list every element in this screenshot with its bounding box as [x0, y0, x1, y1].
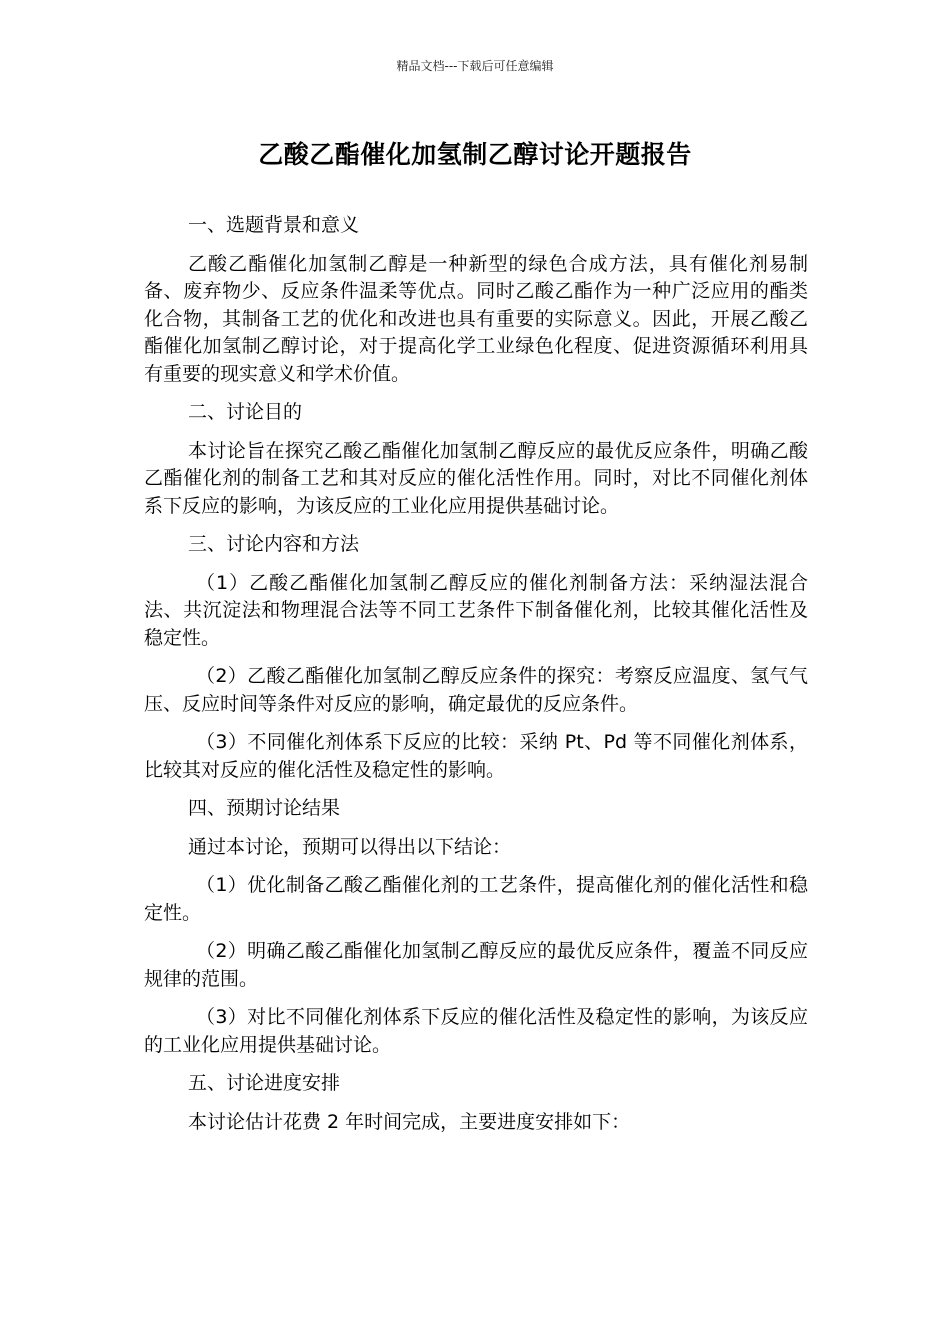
page-header-note: 精品文档---下载后可任意编辑	[396, 59, 554, 73]
list-item-result-1: （1）优化制备乙酸乙酯催化剂的工艺条件，提高催化剂的催化活性和稳定性。	[144, 874, 808, 924]
section-heading-background: 一、选题背景和意义	[188, 214, 360, 236]
document-title: 乙酸乙酯催化加氢制乙醇讨论开题报告	[258, 140, 692, 169]
section-heading-purpose: 二、讨论目的	[188, 401, 303, 423]
paragraph-background: 乙酸乙酯催化加氢制乙醇是一种新型的绿色合成方法，具有催化剂易制备、废弃物少、反应条件温柔等优点。同时乙酸乙酯作为一种广泛应用的酯类化合物，其制备工艺的优化和改进也具有重要的实际意义。因此，开展乙酸乙酯催化加氢制乙醇讨论，对于提高化学工业绿色化程度、促进资源循环利用具有重要的现实意义和学术价值。	[144, 252, 808, 385]
section-heading-expected-results: 四、预期讨论结果	[188, 797, 341, 819]
document-body	[144, 212, 808, 1147]
paragraph-schedule: 本讨论估计花费 2 年时间完成，主要进度安排如下：	[188, 1110, 631, 1133]
list-item-method-3: （3）不同催化剂体系下反应的比较：采纳 Pt、Pd 等不同催化剂体系，比较其对反应的催化活性及稳定性的影响。	[144, 731, 808, 781]
list-item-result-3: （3）对比不同催化剂体系下反应的催化活性及稳定性的影响，为该反应的工业化应用提供基础讨论。	[144, 1006, 808, 1056]
list-item-result-2: （2）明确乙酸乙酯催化加氢制乙醇反应的最优反应条件，覆盖不同反应规律的范围。	[144, 940, 808, 990]
paragraph-purpose: 本讨论旨在探究乙酸乙酯催化加氢制乙醇反应的最优反应条件，明确乙酸乙酯催化剂的制备工艺和其对反应的催化活性作用。同时，对比不同催化剂体系下反应的影响，为该反应的工业化应用提供基础讨论。	[144, 439, 808, 517]
section-heading-content-methods: 三、讨论内容和方法	[188, 533, 360, 555]
section-heading-schedule: 五、讨论进度安排	[188, 1072, 341, 1094]
list-item-method-2: （2）乙酸乙酯催化加氢制乙醇反应条件的探究：考察反应温度、氢气气压、反应时间等条件对反应的影响，确定最优的反应条件。	[144, 665, 808, 715]
list-item-method-1: （1）乙酸乙酯催化加氢制乙醇反应的催化剂制备方法：采纳湿法混合法、共沉淀法和物理混合法等不同工艺条件下制备催化剂，比较其催化活性及稳定性。	[144, 571, 808, 649]
paragraph-expected-intro: 通过本讨论，预期可以得出以下结论：	[188, 835, 512, 858]
